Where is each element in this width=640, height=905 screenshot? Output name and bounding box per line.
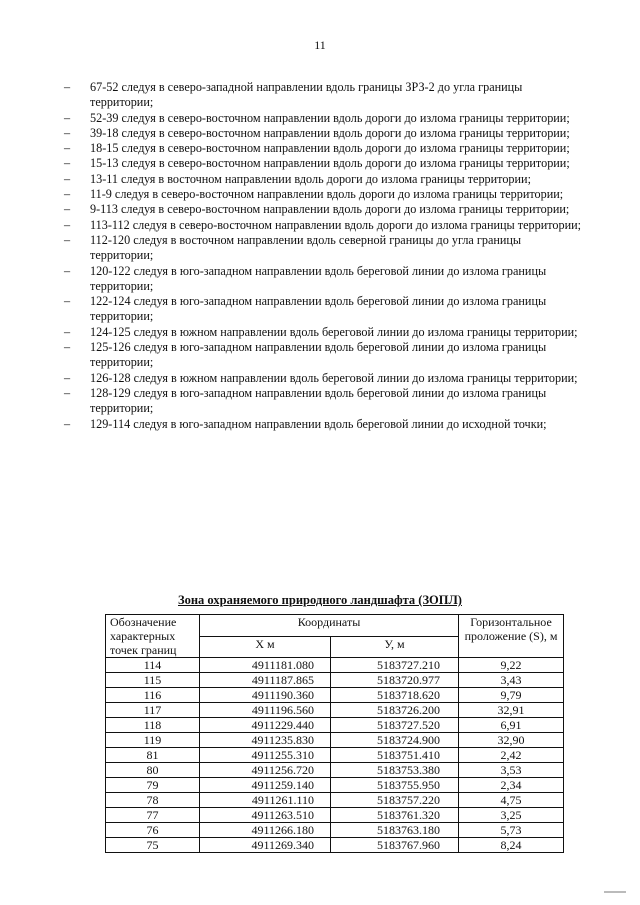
segment-text: 13-11 следуя в восточном направлении вдоль дороги до излома границы территории; [90, 171, 531, 186]
segment-item [64, 218, 584, 233]
x-cell: 4911256.720 [200, 763, 331, 778]
table-row [106, 673, 564, 688]
list-dash: – [64, 217, 71, 232]
point-cell: 75 [106, 838, 200, 853]
coordinates-table [105, 614, 564, 853]
y-cell: 5183726.200 [331, 703, 459, 718]
table-row [106, 823, 564, 838]
table-row [106, 733, 564, 748]
list-dash: – [64, 125, 71, 140]
y-cell: 5183767.960 [331, 838, 459, 853]
segment-text: 125-126 следуя в юго-западном направлении вдоль береговой линии до излома границы территории; [90, 340, 547, 370]
y-cell: 5183727.210 [331, 658, 459, 673]
distance-cell: 8,24 [459, 838, 564, 853]
page-number: 11 [314, 38, 326, 52]
header-coordinates: Координаты [200, 615, 459, 637]
y-cell: 5183761.320 [331, 808, 459, 823]
distance-cell: 6,91 [459, 718, 564, 733]
table-row [106, 838, 564, 853]
header-x: Х м [200, 636, 331, 658]
point-cell: 118 [106, 718, 200, 733]
segment-item [64, 233, 584, 264]
point-cell: 81 [106, 748, 200, 763]
list-dash: – [64, 141, 71, 156]
point-cell: 78 [106, 793, 200, 808]
table-row [106, 748, 564, 763]
header-y: У, м [331, 636, 459, 658]
segment-text: 113-112 следуя в северо-восточном направлении вдоль дороги до излома границы территории; [90, 217, 582, 232]
point-cell: 117 [106, 703, 200, 718]
boundary-segment-list [64, 80, 584, 432]
distance-cell: 32,90 [459, 733, 564, 748]
segment-item [64, 386, 584, 417]
list-dash: – [64, 294, 71, 309]
list-dash: – [64, 232, 71, 247]
point-cell: 80 [106, 763, 200, 778]
segment-item [64, 371, 584, 386]
y-cell: 5183753.380 [331, 763, 459, 778]
x-cell: 4911261.110 [200, 793, 331, 808]
distance-cell: 2,42 [459, 748, 564, 763]
scan-mark [604, 891, 626, 893]
segment-item [64, 187, 584, 202]
x-cell: 4911229.440 [200, 718, 331, 733]
distance-cell: 4,75 [459, 793, 564, 808]
segment-text: 52-39 следуя в северо-восточном направлении вдоль дороги до излома границы территории; [90, 110, 570, 125]
y-cell: 5183755.950 [331, 778, 459, 793]
table-row [106, 793, 564, 808]
distance-cell: 3,43 [459, 673, 564, 688]
x-cell: 4911190.360 [200, 688, 331, 703]
segment-item [64, 417, 584, 432]
segment-item [64, 80, 584, 111]
segment-item [64, 141, 584, 156]
distance-cell: 5,73 [459, 823, 564, 838]
list-dash: – [64, 263, 71, 278]
segment-item [64, 172, 584, 187]
y-cell: 5183724.900 [331, 733, 459, 748]
segment-text: 18-15 следуя в северо-восточном направлении вдоль дороги до излома границы территории; [90, 141, 570, 156]
segment-text: 112-120 следуя в восточном направлении вдоль северной границы до угла границы территории; [90, 232, 522, 263]
table-row [106, 808, 564, 823]
segment-text: 128-129 следуя в юго-западном направлении вдоль береговой линии до излома границы территории; [90, 385, 547, 416]
point-cell: 114 [106, 658, 200, 673]
table-row [106, 718, 564, 733]
x-cell: 4911255.310 [200, 748, 331, 763]
table-row [106, 778, 564, 793]
header-distance: Горизонтальное проложение (S), м [459, 615, 564, 658]
segment-text: 9-113 следуя в северо-восточном направлении вдоль дороги до излома границы территории; [90, 202, 570, 217]
header-point: Обозначение характерных точек границ [106, 615, 200, 658]
point-cell: 76 [106, 823, 200, 838]
segment-item [64, 156, 584, 171]
y-cell: 5183727.520 [331, 718, 459, 733]
list-dash: – [64, 340, 71, 355]
segment-item [64, 340, 584, 371]
point-cell: 115 [106, 673, 200, 688]
segment-item [64, 264, 584, 295]
x-cell: 4911269.340 [200, 838, 331, 853]
x-cell: 4911259.140 [200, 778, 331, 793]
segment-text: 11-9 следуя в северо-восточном направлении вдоль дороги до излома границы территории; [90, 187, 564, 202]
y-cell: 5183763.180 [331, 823, 459, 838]
x-cell: 4911187.865 [200, 673, 331, 688]
segment-item [64, 202, 584, 217]
list-dash: – [64, 110, 71, 125]
table-row [106, 763, 564, 778]
x-cell: 4911181.080 [200, 658, 331, 673]
y-cell: 5183751.410 [331, 748, 459, 763]
point-cell: 77 [106, 808, 200, 823]
segment-text: 126-128 следуя в южном направлении вдоль береговой линии до излома границы территории; [90, 370, 578, 385]
distance-cell: 2,34 [459, 778, 564, 793]
list-dash: – [64, 385, 71, 400]
x-cell: 4911235.830 [200, 733, 331, 748]
distance-cell: 3,53 [459, 763, 564, 778]
point-cell: 79 [106, 778, 200, 793]
segment-item [64, 126, 584, 141]
segment-text: 15-13 следуя в северо-восточном направлении вдоль дороги до излома границы территории; [90, 156, 570, 171]
segment-text: 129-114 следуя в юго-западном направлении вдоль береговой линии до исходной точки; [90, 416, 547, 431]
list-dash: – [64, 324, 71, 339]
point-cell: 116 [106, 688, 200, 703]
segment-text: 120-122 следуя в юго-западном направлении вдоль береговой линии до излома границы территории; [90, 263, 547, 293]
x-cell: 4911263.510 [200, 808, 331, 823]
list-dash: – [64, 202, 71, 217]
segment-item [64, 325, 584, 340]
distance-cell: 3,25 [459, 808, 564, 823]
segment-item [64, 294, 584, 325]
list-dash: – [64, 370, 71, 385]
table-title: Зона охраняемого природного ландшафта (ЗОПЛ) [178, 593, 462, 607]
distance-cell: 32,91 [459, 703, 564, 718]
list-dash: – [64, 416, 71, 431]
list-dash: – [64, 187, 71, 202]
segment-text: 67-52 следуя в северо-западной направлении вдоль границы ЗРЗ-2 до угла границы территории; [90, 80, 523, 110]
y-cell: 5183718.620 [331, 688, 459, 703]
list-dash: – [64, 80, 71, 94]
segment-item [64, 111, 584, 126]
segment-text: 124-125 следуя в южном направлении вдоль береговой линии до излома границы территории; [90, 324, 578, 339]
y-cell: 5183720.977 [331, 673, 459, 688]
distance-cell: 9,79 [459, 688, 564, 703]
y-cell: 5183757.220 [331, 793, 459, 808]
table-row [106, 658, 564, 673]
table-row [106, 703, 564, 718]
x-cell: 4911266.180 [200, 823, 331, 838]
x-cell: 4911196.560 [200, 703, 331, 718]
list-dash: – [64, 156, 71, 171]
point-cell: 119 [106, 733, 200, 748]
segment-text: 122-124 следуя в юго-западном направлении вдоль береговой линии до излома границы территории; [90, 294, 547, 324]
distance-cell: 9,22 [459, 658, 564, 673]
segment-text: 39-18 следуя в северо-восточном направлении вдоль дороги до излома границы территории; [90, 125, 570, 140]
list-dash: – [64, 171, 71, 186]
table-row [106, 688, 564, 703]
